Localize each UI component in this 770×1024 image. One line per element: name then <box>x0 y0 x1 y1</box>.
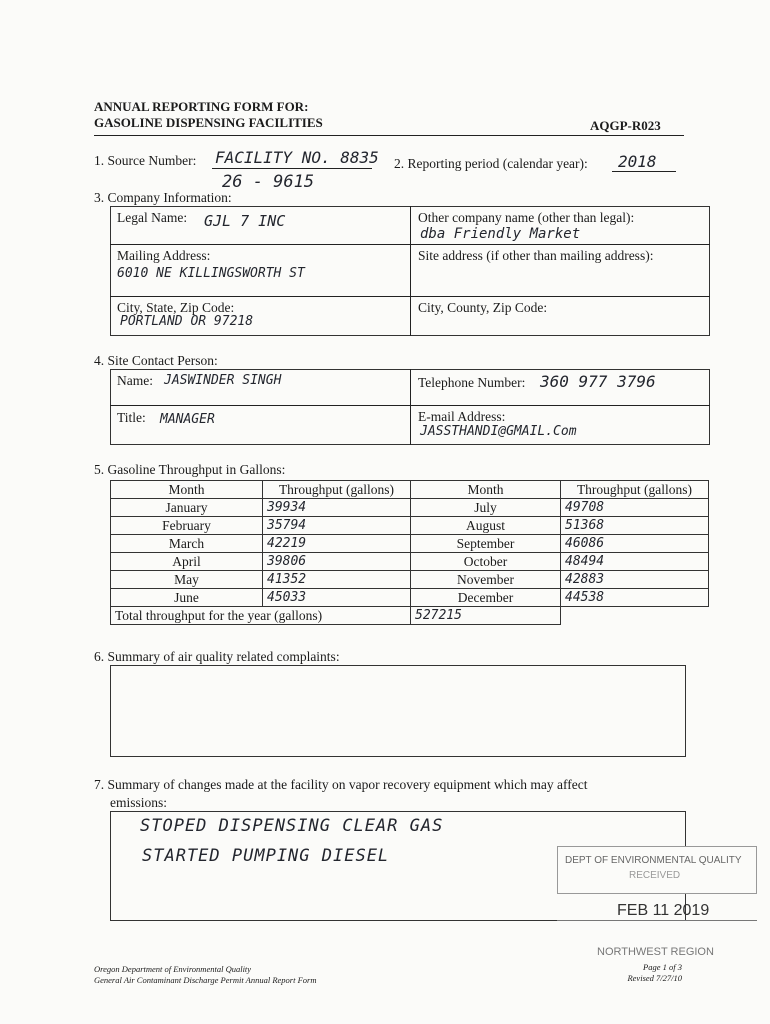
month-cell: September <box>411 535 561 553</box>
complaints-box[interactable] <box>110 665 686 757</box>
stamp-date: FEB 11 2019 <box>617 902 710 919</box>
source-number-value-2[interactable]: 26 - 9615 <box>222 172 315 192</box>
changes-label-2: emissions: <box>110 795 168 810</box>
month-cell: October <box>411 553 561 571</box>
throughput-cell[interactable]: 42219 <box>263 535 411 553</box>
throughput-cell[interactable]: 35794 <box>263 517 411 535</box>
other-name-value[interactable]: dba Friendly Market <box>420 226 581 242</box>
page-count: Page 1 of 3 <box>643 962 682 972</box>
throughput-cell[interactable]: 51368 <box>561 517 709 535</box>
revised-date: Revised 7/27/10 <box>627 973 682 983</box>
email-label: E-mail Address: <box>418 409 506 424</box>
throughput-cell[interactable]: 39934 <box>263 499 411 517</box>
form-title <box>94 99 323 131</box>
company-info-row2 <box>110 296 710 297</box>
reporting-period-label: 2. Reporting period (calendar year): <box>394 156 588 171</box>
table-row <box>111 571 709 589</box>
month-cell: May <box>111 571 263 589</box>
month-cell: March <box>111 535 263 553</box>
source-number-label: 1. Source Number: <box>94 153 197 168</box>
form-title-line1: ANNUAL REPORTING FORM FOR: <box>94 99 309 114</box>
table-row <box>111 499 709 517</box>
month-cell: April <box>111 553 263 571</box>
footer-line1: Oregon Department of Environmental Quality <box>94 964 252 974</box>
throughput-cell[interactable]: 48494 <box>561 553 709 571</box>
month-cell: July <box>411 499 561 517</box>
company-info-divider <box>410 206 411 336</box>
stamp-received: RECEIVED <box>629 870 681 881</box>
footer <box>94 964 316 986</box>
company-info-row1 <box>110 244 710 245</box>
col-throughput-1: Throughput (gallons) <box>263 481 411 499</box>
table-row <box>111 589 709 607</box>
complaints-label: 6. Summary of air quality related complaints: <box>94 649 340 664</box>
mailing-address-value[interactable]: 6010 NE KILLINGSWORTH ST <box>117 266 305 281</box>
throughput-cell[interactable]: 42883 <box>561 571 709 589</box>
footer-line2: General Air Contaminant Discharge Permit Annual Report Form <box>94 975 317 985</box>
form-id: AQGP-R023 <box>590 118 661 133</box>
page-number <box>612 962 682 984</box>
city-state-zip-value[interactable]: PORTLAND OR 97218 <box>120 314 254 329</box>
month-cell: August <box>411 517 561 535</box>
changes-label-1: 7. Summary of changes made at the facility on vapor recovery equipment which may affect <box>94 777 588 792</box>
total-label: Total throughput for the year (gallons) <box>111 607 411 625</box>
month-cell: June <box>111 589 263 607</box>
throughput-table <box>110 480 709 625</box>
throughput-cell[interactable]: 39806 <box>263 553 411 571</box>
table-row <box>111 553 709 571</box>
throughput-header-row <box>111 481 709 499</box>
site-contact-label: 4. Site Contact Person: <box>94 353 218 368</box>
throughput-cell[interactable]: 41352 <box>263 571 411 589</box>
month-cell: December <box>411 589 561 607</box>
col-throughput-2: Throughput (gallons) <box>561 481 709 499</box>
received-stamp <box>557 846 757 976</box>
legal-name-value[interactable]: GJL 7 INC <box>204 212 286 230</box>
month-cell: February <box>111 517 263 535</box>
month-cell: January <box>111 499 263 517</box>
email-value[interactable]: JASSTHANDI@GMAIL.Com <box>420 424 577 439</box>
company-info-label: 3. Company Information: <box>94 190 232 205</box>
month-cell: November <box>411 571 561 589</box>
empty-cell <box>561 607 709 625</box>
site-address-label: Site address (if other than mailing address): <box>418 248 654 263</box>
header-rule <box>94 135 684 136</box>
contact-title-value[interactable]: MANAGER <box>160 412 215 427</box>
reporting-period-line <box>612 171 676 172</box>
telephone-label: Telephone Number: <box>418 375 526 390</box>
site-contact-divider <box>410 369 411 445</box>
other-name-label: Other company name (other than legal): <box>418 210 635 225</box>
throughput-cell[interactable]: 45033 <box>263 589 411 607</box>
table-row <box>111 535 709 553</box>
col-month-2: Month <box>411 481 561 499</box>
legal-name-label: Legal Name: <box>117 210 188 225</box>
city-county-zip-label: City, County, Zip Code: <box>418 300 548 315</box>
source-number-value[interactable]: FACILITY NO. 8835 <box>215 148 379 167</box>
contact-name-label: Name: <box>117 373 153 388</box>
telephone-value[interactable]: 360 977 3796 <box>540 372 656 391</box>
throughput-label: 5. Gasoline Throughput in Gallons: <box>94 462 286 477</box>
mailing-address-label: Mailing Address: <box>117 248 211 263</box>
stamp-dept: DEPT OF ENVIRONMENTAL QUALITY <box>565 855 742 866</box>
total-row <box>111 607 709 625</box>
source-number-line <box>212 168 372 169</box>
changes-value-2[interactable]: STARTED PUMPING DIESEL <box>142 846 390 866</box>
total-value[interactable]: 527215 <box>411 607 561 625</box>
reporting-period-value[interactable]: 2018 <box>618 152 657 171</box>
city-state-zip-label: City, State, Zip Code: <box>117 300 235 315</box>
changes-value-1[interactable]: STOPED DISPENSING CLEAR GAS <box>140 816 444 836</box>
table-row <box>111 517 709 535</box>
throughput-cell[interactable]: 46086 <box>561 535 709 553</box>
throughput-cell[interactable]: 44538 <box>561 589 709 607</box>
stamp-rule <box>557 920 757 921</box>
contact-name-value[interactable]: JASWINDER SINGH <box>164 373 282 388</box>
contact-title-label: Title: <box>117 410 146 425</box>
form-title-line2: GASOLINE DISPENSING FACILITIES <box>94 115 323 130</box>
throughput-cell[interactable]: 49708 <box>561 499 709 517</box>
site-contact-row <box>110 405 710 406</box>
stamp-region: NORTHWEST REGION <box>597 946 714 958</box>
col-month-1: Month <box>111 481 263 499</box>
